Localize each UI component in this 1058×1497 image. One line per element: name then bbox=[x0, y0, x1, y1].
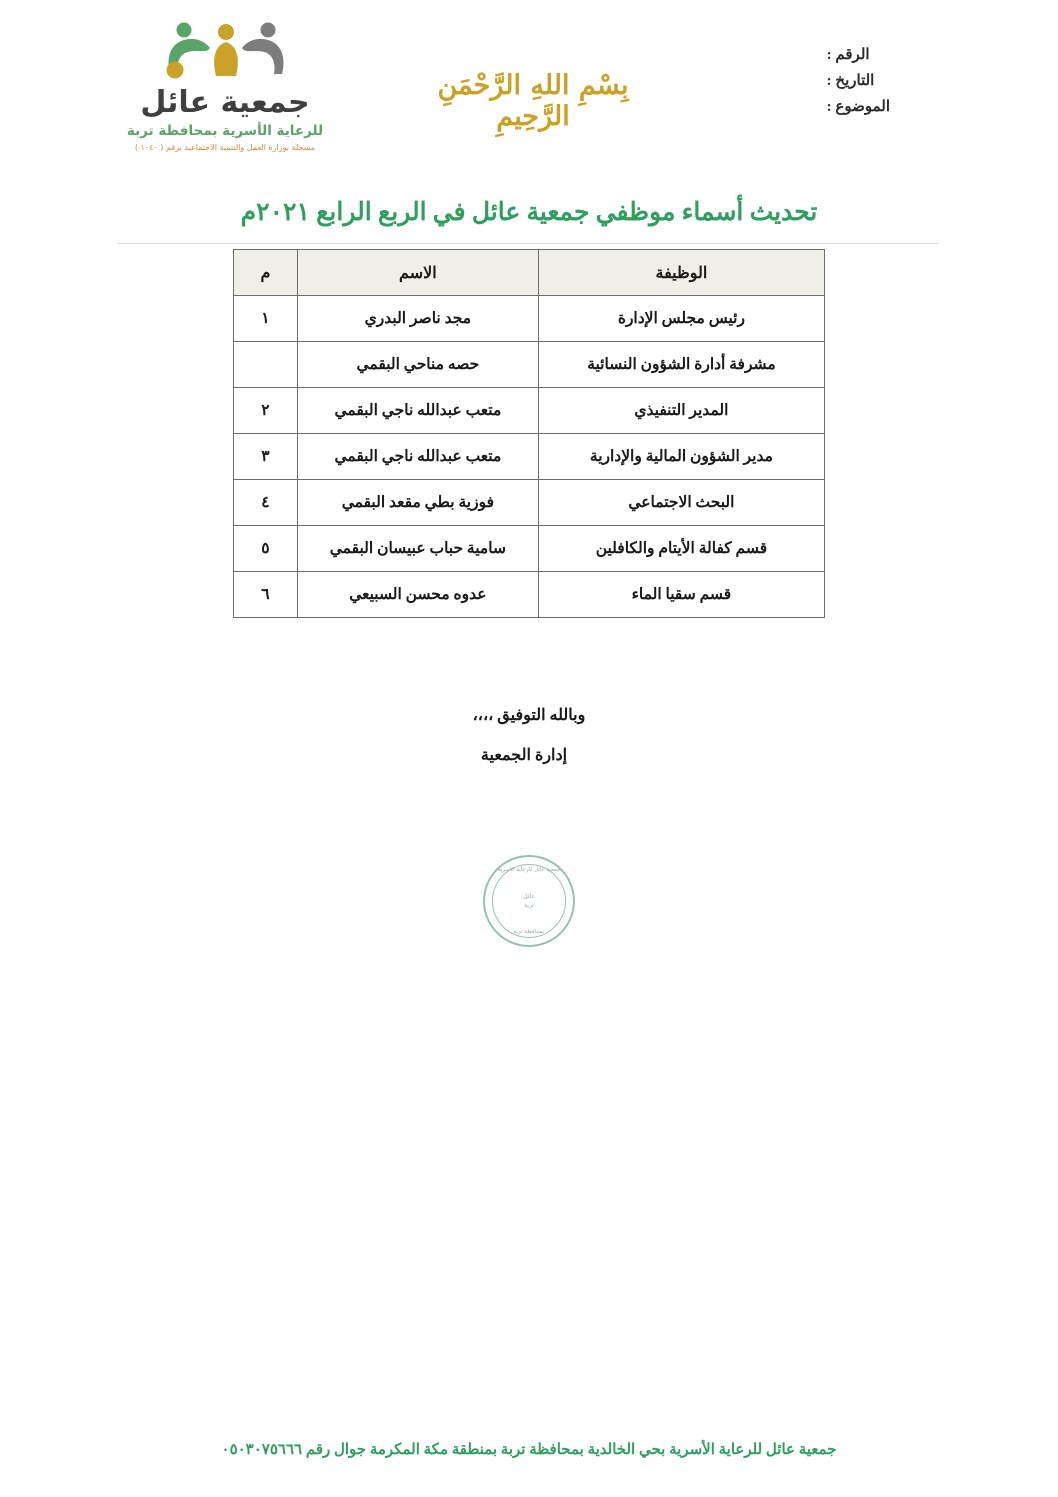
table-row bbox=[234, 296, 825, 342]
stamp-top-text: جمعية عائل للرعاية الأسرية bbox=[497, 867, 561, 873]
cell-job: رئيس مجلس الإدارة bbox=[538, 296, 824, 342]
table-row bbox=[234, 480, 825, 526]
table-row bbox=[234, 572, 825, 618]
cell-job: البحث الاجتماعي bbox=[538, 480, 824, 526]
cell-number: ٣ bbox=[234, 434, 298, 480]
table-row bbox=[234, 434, 825, 480]
cell-name: مجد ناصر البدري bbox=[297, 296, 538, 342]
logo-figures-icon bbox=[60, 18, 390, 84]
table-row bbox=[234, 342, 825, 388]
closing-block bbox=[0, 696, 1058, 776]
logo-name: جمعية عائل bbox=[140, 85, 310, 120]
closing-line-2: إدارة الجمعية bbox=[480, 747, 568, 764]
meta-subject-label: الموضوع : bbox=[826, 99, 890, 115]
cell-number: ٢ bbox=[234, 388, 298, 434]
cell-number: ١ bbox=[234, 296, 298, 342]
closing-line-1: وبالله التوفيق ،،،، bbox=[472, 707, 586, 724]
official-stamp bbox=[483, 855, 575, 947]
cell-job: المدير التنفيذي bbox=[538, 388, 824, 434]
cell-name: سامية حباب عبيسان البقمي bbox=[297, 526, 538, 572]
cell-number: ٤ bbox=[234, 480, 298, 526]
staff-table-wrapper bbox=[233, 249, 825, 618]
cell-number: ٥ bbox=[234, 526, 298, 572]
table-row bbox=[234, 388, 825, 434]
cell-name: حصه مناحي البقمي bbox=[297, 342, 538, 388]
column-header-job: الوظيفة bbox=[538, 250, 824, 296]
page-title: تحديث أسماء موظفي جمعية عائل في الربع الرابع ٢٠٢١م bbox=[240, 199, 818, 226]
cell-job: قسم سقيا الماء bbox=[538, 572, 824, 618]
cell-name: فوزية بطي مقعد البقمي bbox=[297, 480, 538, 526]
cell-job: قسم كفالة الأيتام والكافلين bbox=[538, 526, 824, 572]
stamp-center-subtext: تربة bbox=[524, 902, 534, 909]
cell-number bbox=[234, 342, 298, 388]
cell-name: متعب عبدالله ناجي البقمي bbox=[297, 388, 538, 434]
document-header bbox=[0, 0, 1058, 185]
basmala-text: بِسْمِ اللهِ الرَّحْمَنِ الرَّحِيمِ bbox=[437, 70, 629, 132]
document-footer: جمعية عائل للرعاية الأسرية بحي الخالدية بمحافظة تربة بمنطقة مكة المكرمة جوال رقم ٠٥٠٣٠٧٥٦٦٦ bbox=[221, 1442, 837, 1458]
staff-table bbox=[233, 249, 825, 618]
organization-logo bbox=[60, 18, 390, 152]
stamp-center-text: عائل bbox=[523, 893, 535, 900]
column-header-number: م bbox=[234, 250, 298, 296]
column-header-name: الاسم bbox=[297, 250, 538, 296]
logo-registration: مسجلة بوزارة العمل والتنمية الاجتماعية برقم ( ١٠٤٠ ) bbox=[134, 143, 316, 152]
meta-fields bbox=[827, 42, 890, 120]
table-row bbox=[234, 526, 825, 572]
meta-date-label: التاريخ : bbox=[826, 73, 875, 89]
stamp-bottom-text: بمحافظة تربة bbox=[513, 929, 545, 935]
cell-job: مشرفة أدارة الشؤون النسائية bbox=[538, 342, 824, 388]
logo-subtitle: للرعاية الأسرية بمحافظة تربة bbox=[126, 123, 324, 139]
meta-number-label: الرقم : bbox=[826, 47, 870, 63]
table-header-row bbox=[234, 250, 825, 296]
cell-name: عدوه محسن السبيعي bbox=[297, 572, 538, 618]
cell-job: مدير الشؤون المالية والإدارية bbox=[538, 434, 824, 480]
cell-name: متعب عبدالله ناجي البقمي bbox=[297, 434, 538, 480]
header-divider bbox=[118, 243, 938, 244]
cell-number: ٦ bbox=[234, 572, 298, 618]
